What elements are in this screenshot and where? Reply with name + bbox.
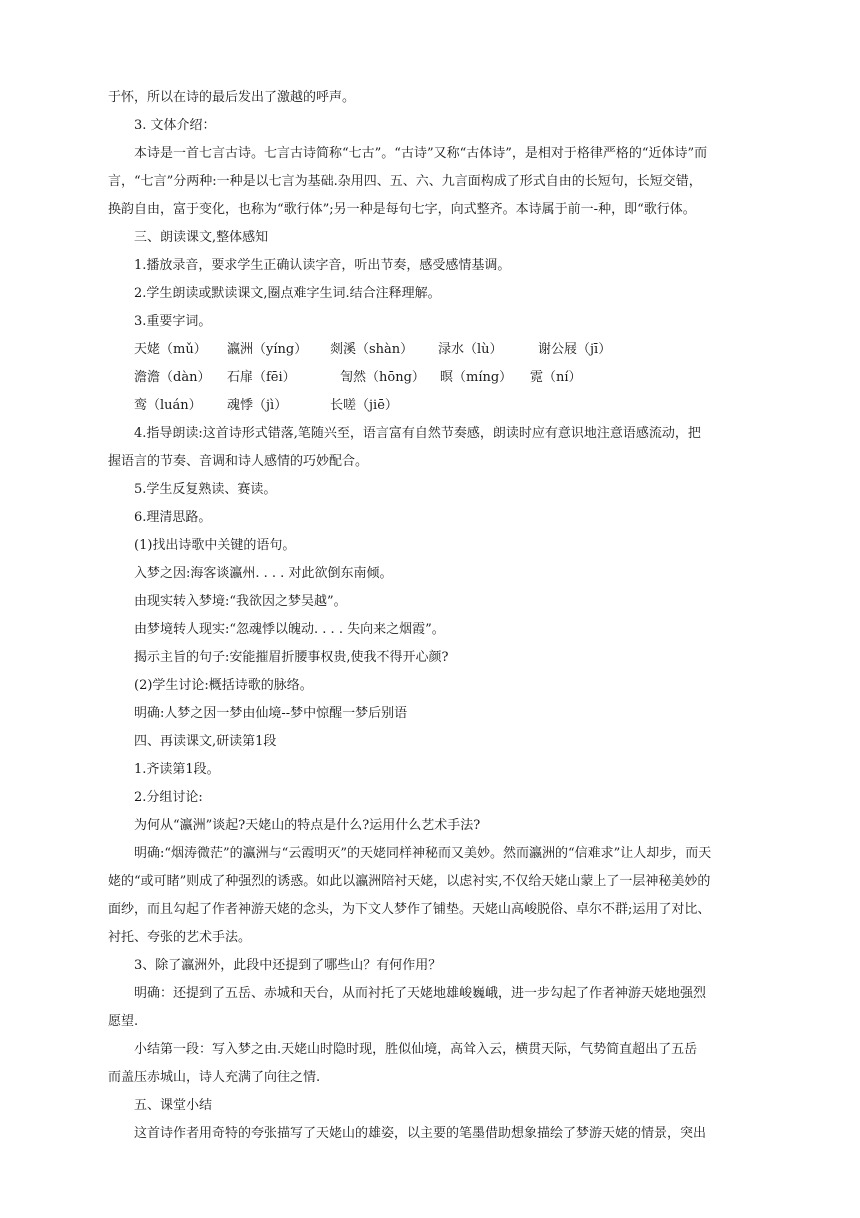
text-line: 6.理清思路。 — [134, 510, 212, 525]
vocab-item: 石扉（fēi） — [227, 370, 296, 385]
text-line: 2.分组讨论: — [134, 790, 203, 805]
text-line: 3.重要字词。 — [134, 314, 212, 329]
vocab-item: 谢公屐（jī） — [538, 342, 612, 357]
vocab-item: 暝（míng） — [440, 370, 513, 385]
text-line: 5.学生反复熟读、赛读。 — [134, 482, 277, 497]
text-line: 3、除了瀛洲外，此段中还提到了哪些山？有何作用？ — [134, 958, 442, 973]
text-line: (1)找出诗歌中关键的语句。 — [134, 538, 296, 553]
text-line: 由梦境转人现实:“忽魂悸以魄动. . . . 失向来之烟霞”。 — [134, 622, 445, 637]
text-line: 1.播放录音，要求学生正确认读字音，听出节奏，感受感情基调。 — [134, 258, 511, 273]
vocab-item: 长嗟（jiē） — [330, 398, 398, 413]
text-line: 揭示主旨的句子:安能摧眉折腰事权贵,使我不得开心颜? — [134, 650, 449, 665]
text-line: 言，“七言”分两种:一种是以七言为基础.杂用四、五、六、九言面构成了形式自由的长短句，长短交错， — [108, 174, 702, 189]
text-line: 本诗是一首七言古诗。七言古诗简称“七古”。“古诗”又称“古体诗”，是相对于格律严格的“近体诗”而 — [134, 146, 708, 161]
section-heading: 3. 文体介绍： — [134, 118, 216, 133]
text-line: 明确:“烟涛微茫”的瀛洲与“云霞明灭”的天姥同样神秘而又美妙。然而瀛洲的“信难求”让人却步，而天 — [134, 846, 712, 861]
text-line: 1.齐读第1段。 — [134, 762, 220, 777]
text-line: 衬托、夸张的艺术手法。 — [108, 930, 252, 945]
section-heading: 三、朗读课文,整体感知 — [134, 230, 269, 245]
text-line: 姥的“或可睹”则成了种强烈的诱惑。如此以瀛洲陪衬天姥，以虑衬实,不仅给天姥山蒙上了一层神秘美妙的 — [108, 874, 711, 889]
text-line: 小结第一段：写入梦之由.天姥山时隐时现，胜似仙境，高耸入云，横贯天际，气势简直超出了五岳 — [134, 1042, 698, 1057]
text-line: 面纱，而且勾起了作者神游天姥的念头，为下文人梦作了铺垫。天姥山高峻脱俗、卓尔不群;运用了对比、 — [108, 902, 711, 917]
text-line: (2)学生讨论:概括诗歌的脉络。 — [134, 678, 313, 693]
text-line: 4.指导朗读:这首诗形式错落,笔随兴至，语言富有自然节奏感，朗读时应有意识地注意语感流动，把 — [134, 426, 701, 441]
vocab-item: 瀛洲（yíng） — [227, 342, 308, 357]
text-line: 由现实转入梦境:“我欲因之梦吴越”。 — [134, 594, 347, 609]
vocab-item: 澹澹（dàn） — [134, 370, 211, 385]
section-heading: 五、课堂小结 — [134, 1098, 213, 1113]
text-line: 明确：还提到了五岳、赤城和天台，从而衬托了天姥地雄峻巍峨，进一步勾起了作者神游天姥地强烈 — [134, 986, 707, 1001]
text-line: 愿望. — [108, 1014, 139, 1029]
text-line: 2.学生朗读或默读课文,圈点难字生词.结合注释理解。 — [134, 286, 441, 301]
vocab-item: 魂悸（jì） — [227, 398, 288, 413]
text-line: 握语言的节奏、音调和诗人感情的巧妙配合。 — [108, 454, 369, 469]
section-heading: 四、再读课文,研读第1段 — [134, 734, 277, 749]
vocab-item: 渌水（lù） — [438, 342, 503, 357]
vocab-item: 鸾（luán） — [134, 398, 202, 413]
text-line: 为何从“瀛洲”谈起?天姥山的特点是什么?运用什么艺术手法? — [134, 818, 481, 833]
text-line: 而盖压赤城山，诗人充满了向往之情. — [108, 1070, 321, 1085]
text-line: 明确:人梦之因一梦由仙境--梦中惊醒一梦后别语 — [134, 706, 408, 721]
vocab-item: 訇然（hōng） — [340, 370, 425, 385]
text-line: 入梦之因:海客谈瀛州. . . . 对此欲倒东南倾。 — [134, 566, 393, 581]
text-line: 这首诗作者用奇特的夸张描写了天姥山的雄姿，以主要的笔墨借助想象描绘了梦游天姥的情景，突出 — [134, 1126, 707, 1141]
text-line: 换韵自由，富于变化，也称为“歌行体”;另一种是每句七字，向式整齐。本诗属于前一-种，即“歌行体。 — [108, 202, 696, 217]
vocab-item: 天姥（mǔ） — [134, 342, 207, 357]
vocab-item: 剡溪（shàn） — [330, 342, 414, 357]
vocab-item: 霓（ní） — [530, 370, 582, 385]
text-line: 于怀，所以在诗的最后发出了激越的呼声。 — [108, 90, 356, 105]
